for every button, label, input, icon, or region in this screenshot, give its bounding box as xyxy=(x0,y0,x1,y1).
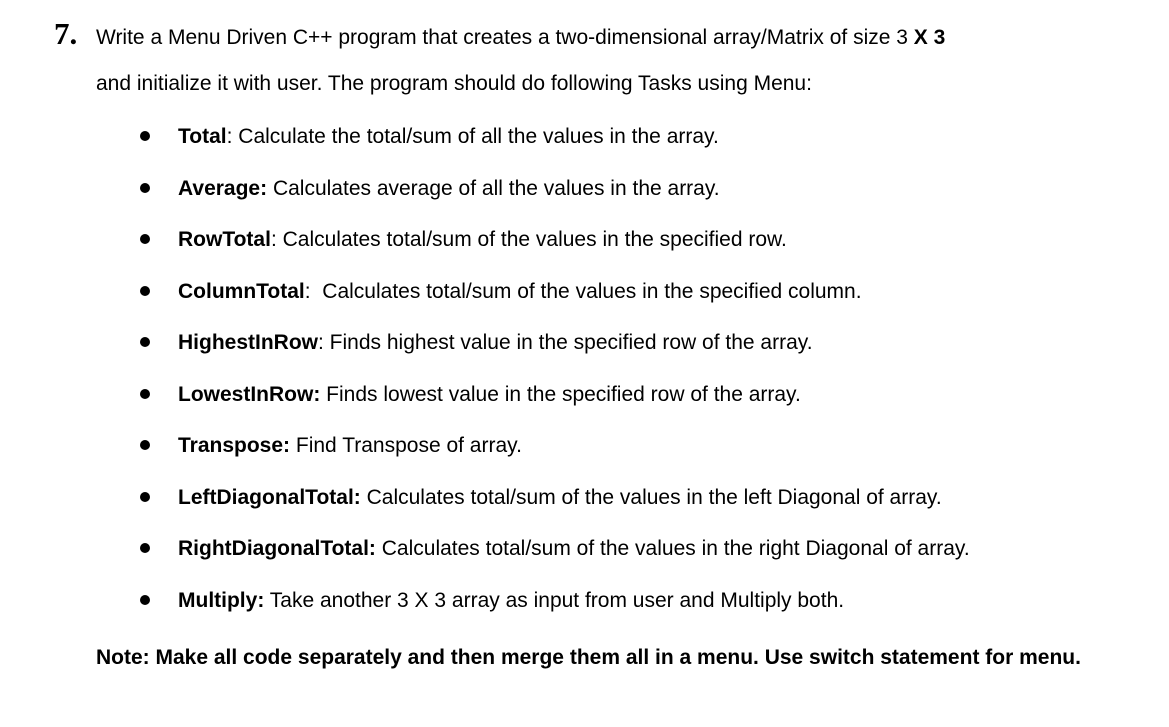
question-intro-text: Write a Menu Driven C++ program that creates a two-dimensional array/Matrix of size 3 xyxy=(96,26,908,49)
task-item xyxy=(0,478,1169,530)
task-name: LeftDiagonalTotal: xyxy=(178,485,361,509)
task-item xyxy=(0,220,1169,272)
task-name: Total xyxy=(178,125,227,148)
task-name: ColumnTotal xyxy=(178,279,305,303)
task-description: Calculates total/sum of the values in the left Diagonal of array. xyxy=(360,485,942,509)
task-description: Calculate the total/sum of all the values in the array. xyxy=(232,125,719,148)
bullet-icon xyxy=(140,389,150,399)
task-description: Finds highest value in the specified row of the array. xyxy=(323,331,813,354)
task-separator: : xyxy=(226,125,233,148)
task-item xyxy=(0,323,1169,375)
task-item xyxy=(0,272,1169,324)
task-name: LowestInRow: xyxy=(178,382,321,406)
task-name: RightDiagonalTotal: xyxy=(178,537,376,560)
task-description: Take another 3 X 3 array as input from user and Multiply both. xyxy=(264,588,845,612)
bullet-icon xyxy=(140,543,150,553)
bullet-icon xyxy=(140,440,150,450)
task-item xyxy=(0,117,1169,169)
task-item xyxy=(0,375,1169,427)
task-list xyxy=(0,117,1169,632)
task-description: Calculates total/sum of the values in the specified row. xyxy=(276,228,787,251)
task-description: Calculates total/sum of the values in the specified column. xyxy=(310,279,862,303)
task-description: Calculates total/sum of the values in the right Diagonal of array. xyxy=(375,537,970,560)
question-heading xyxy=(54,14,1164,54)
task-name: RowTotal xyxy=(178,228,271,251)
matrix-size-bold: X 3 xyxy=(913,26,946,49)
bullet-icon xyxy=(140,183,150,193)
task-description: Finds lowest value in the specified row of the array. xyxy=(320,382,801,406)
bullet-icon xyxy=(140,234,150,244)
question-intro xyxy=(96,18,945,58)
task-separator: : xyxy=(304,279,311,303)
task-item xyxy=(0,169,1169,221)
task-description: Calculates average of all the values in the array. xyxy=(267,176,720,200)
task-item xyxy=(0,529,1169,581)
bullet-icon xyxy=(140,131,150,141)
question-intro-continuation: and initialize it with user. The program should do following Tasks using Menu: xyxy=(96,72,812,95)
task-separator: : xyxy=(318,331,324,354)
task-description: Find Transpose of array. xyxy=(290,434,522,457)
task-name: Multiply: xyxy=(178,588,265,612)
note-paragraph: Note: Make all code separately and then merge them all in a menu. Use switch statement for menu. xyxy=(96,646,1081,669)
task-separator: : xyxy=(270,228,277,251)
task-name: Transpose: xyxy=(178,434,291,457)
task-name: Average: xyxy=(178,176,268,200)
task-name: HighestInRow xyxy=(178,331,318,354)
task-item xyxy=(0,581,1169,633)
bullet-icon xyxy=(140,492,150,502)
question-number: 7. xyxy=(54,16,78,51)
bullet-icon xyxy=(140,337,150,347)
bullet-icon xyxy=(140,286,150,296)
bullet-icon xyxy=(140,595,150,605)
task-item xyxy=(0,426,1169,478)
